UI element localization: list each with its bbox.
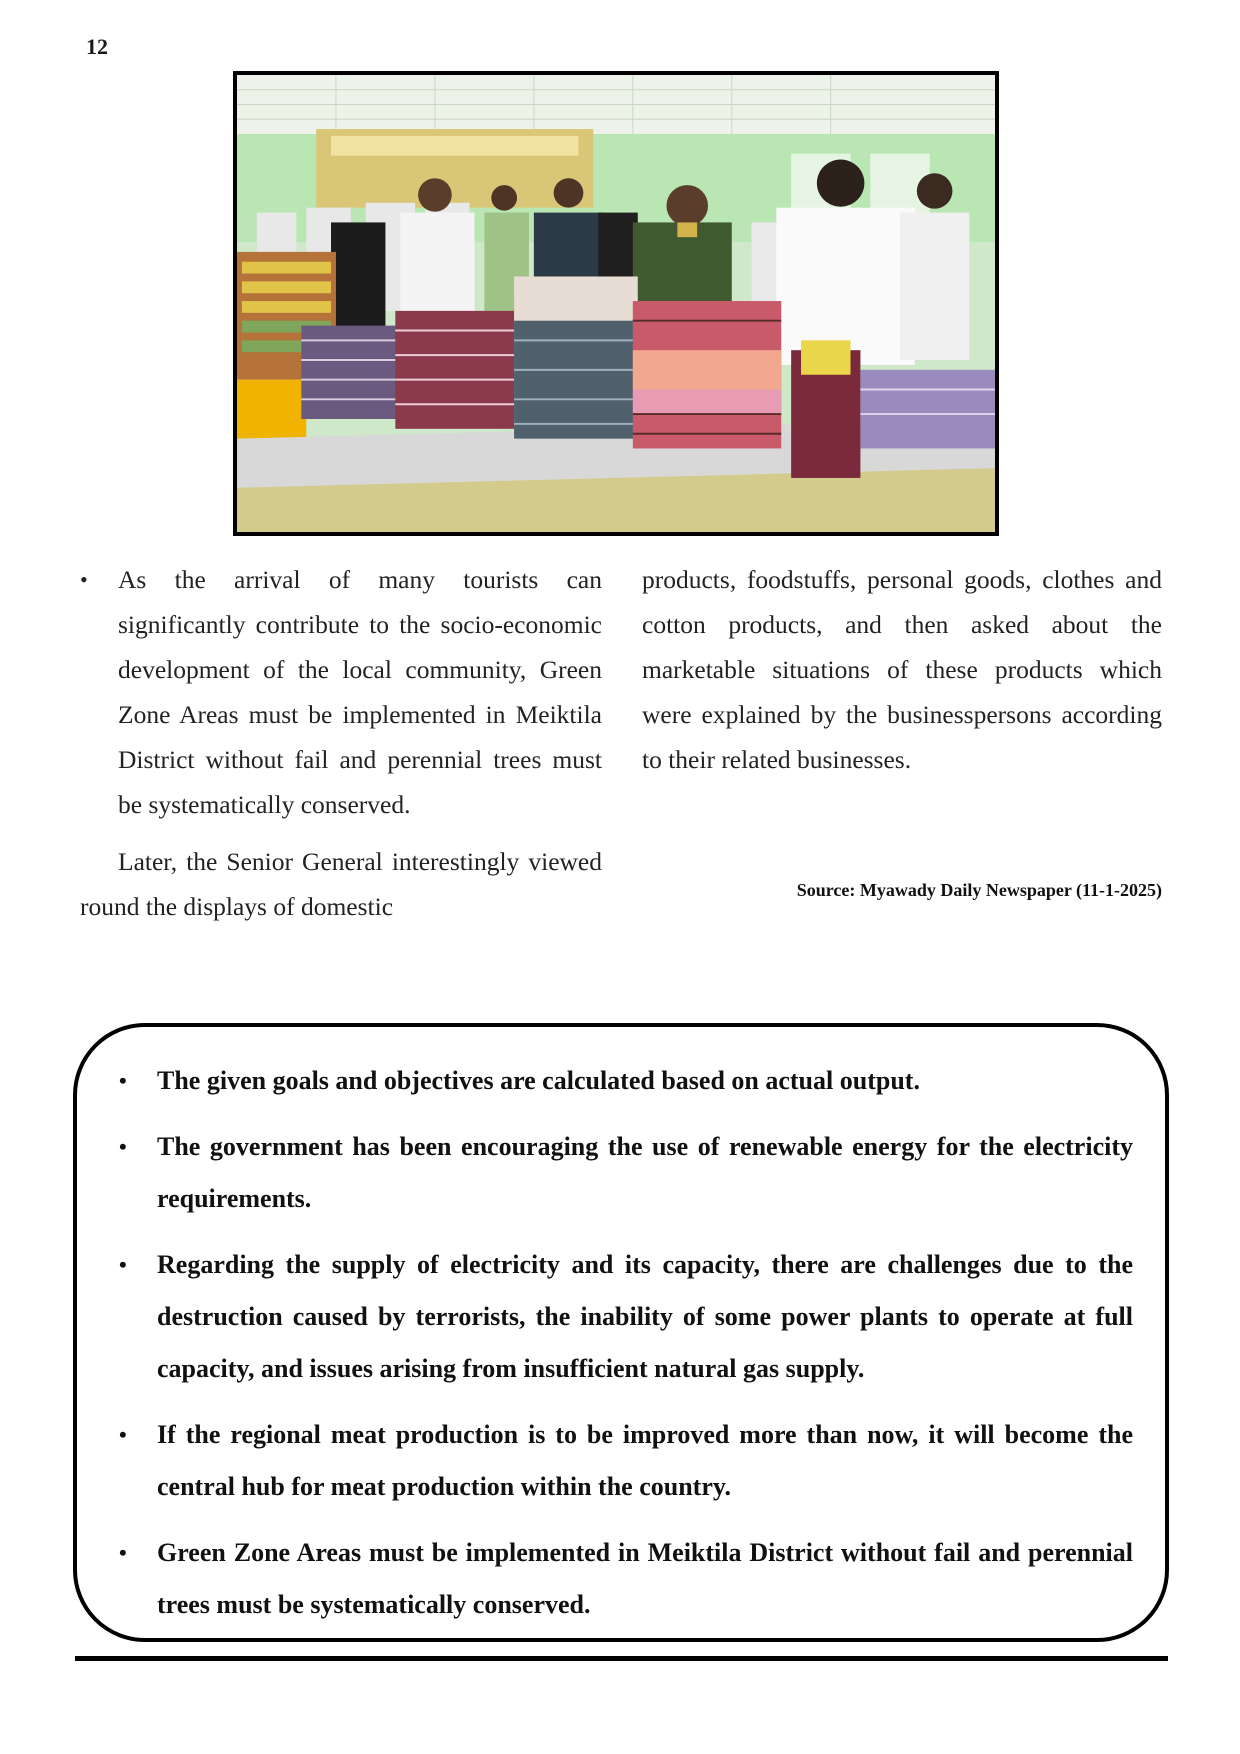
summary-item-text: Regarding the supply of electricity and its capacity, there are challenges due to the destruction caused by terrorists, the inability of some power plants to operate at full capacity, and issues arising from insufficient natural gas supply. — [157, 1250, 1133, 1383]
exhibition-photo — [233, 71, 999, 536]
bullet-dot-icon: • — [119, 1068, 127, 1093]
summary-box — [73, 1023, 1169, 1642]
article-bullet-paragraph — [80, 557, 602, 827]
summary-item — [109, 1409, 1133, 1513]
bottom-divider — [75, 1656, 1168, 1661]
bullet-dot-icon: • — [119, 1252, 127, 1277]
summary-item-text: Green Zone Areas must be implemented in Meiktila District without fail and perennial trees must be systematically conserved. — [157, 1538, 1133, 1619]
bullet-dot-icon: • — [119, 1134, 127, 1159]
summary-item — [109, 1055, 1133, 1107]
article-source: Source: Myawady Daily Newspaper (11-1-2025) — [796, 880, 1162, 900]
article-column-left — [80, 557, 602, 929]
article-paragraph-right: products, foodstuffs, personal goods, clothes and cotton products, and then asked about the marketable situations of these products which were explained by the businesspersons according to their related businesses. — [642, 565, 1162, 774]
summary-item-text: The government has been encouraging the use of renewable energy for the electricity requirements. — [157, 1132, 1133, 1213]
article-paragraph-left: Later, the Senior General interestingly viewed round the displays of domestic — [80, 847, 602, 921]
bullet-dot-icon: • — [119, 1540, 127, 1565]
summary-item — [109, 1121, 1133, 1225]
summary-list — [109, 1055, 1133, 1631]
photo-illustration — [237, 75, 995, 532]
summary-item-text: The given goals and objectives are calculated based on actual output. — [157, 1066, 920, 1095]
summary-item — [109, 1239, 1133, 1395]
article-bullet-text: As the arrival of many tourists can significantly contribute to the socio-economic development of the local community, Green Zone Areas must be implemented in Meiktila District without fail and perennial trees must be systematically conserved. — [118, 565, 602, 819]
summary-item — [109, 1527, 1133, 1631]
article-column-right — [642, 557, 1162, 782]
bullet-dot-icon: • — [80, 567, 88, 592]
page-number: 12 — [86, 34, 108, 59]
summary-item-text: If the regional meat production is to be improved more than now, it will become the central hub for meat production within the country. — [157, 1420, 1133, 1501]
bullet-dot-icon: • — [119, 1422, 127, 1447]
